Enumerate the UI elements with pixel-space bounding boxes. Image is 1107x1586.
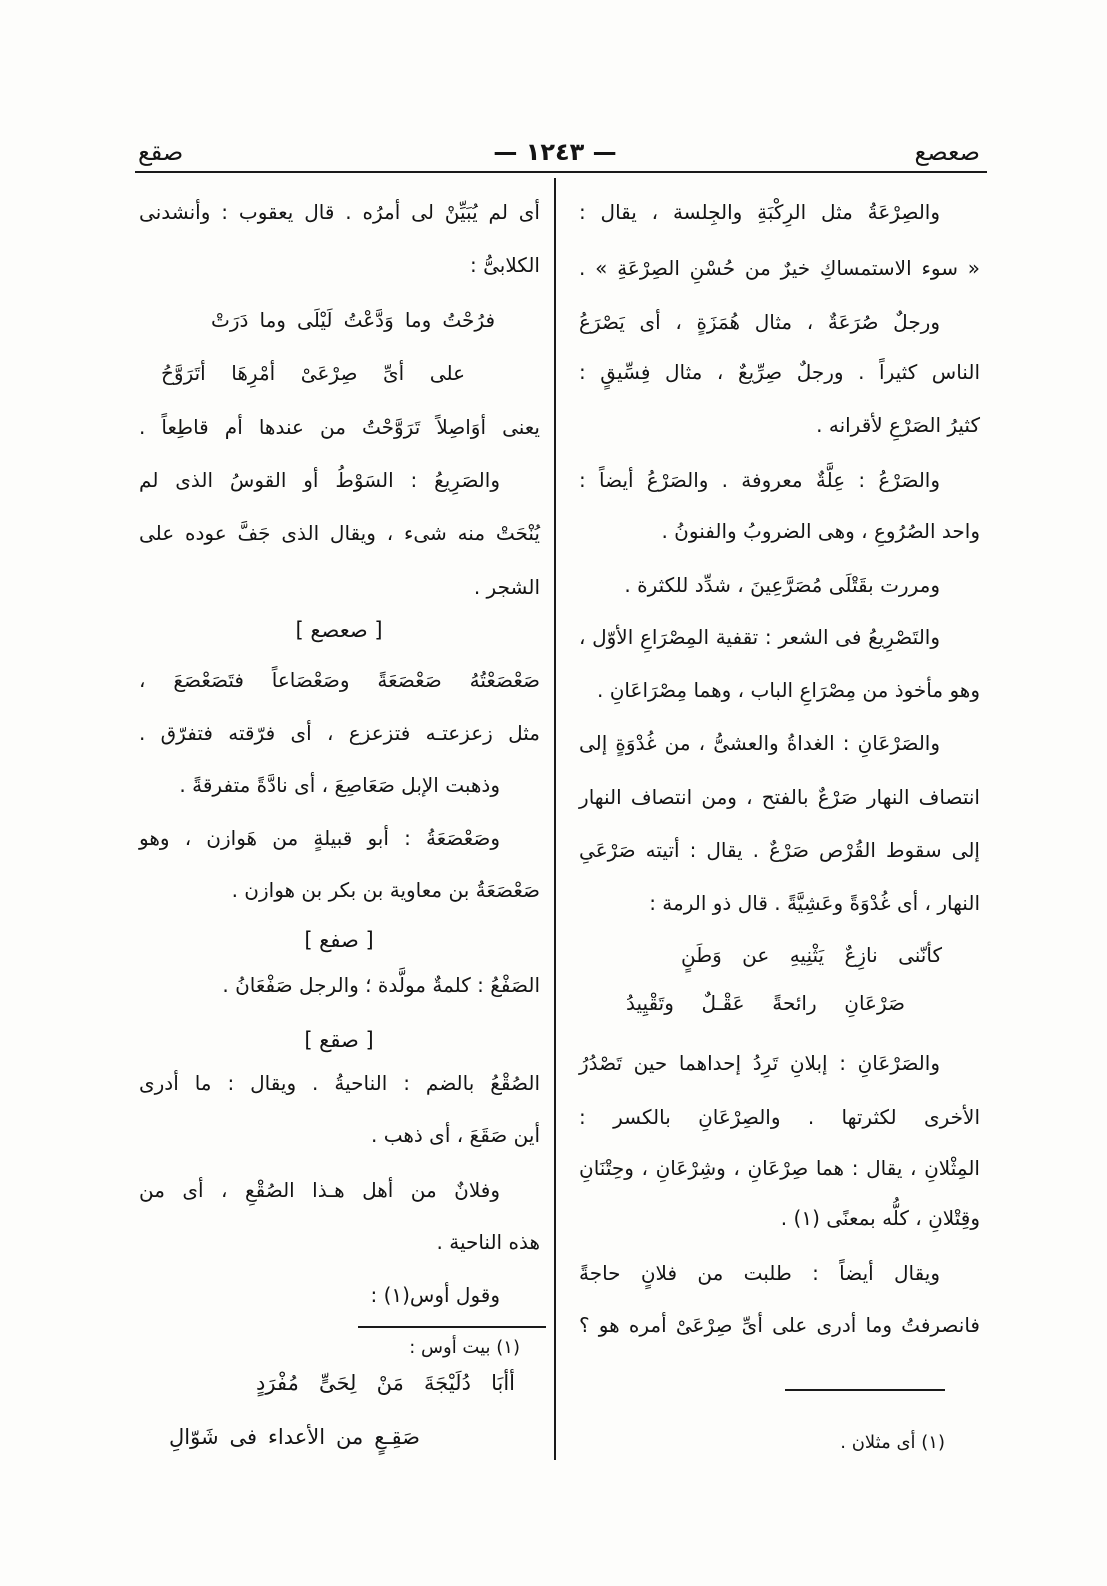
text-line: الصَفْعُ : كلمةٌ مولَّدة ؛ والرجل صَفْعَانُ . [222,973,540,997]
entry-heading: [ صفع ] [304,928,374,952]
text-line: والتَصْرِيعُ فى الشعر : تقفية المِصْرَاعِ الأوّل ، [579,625,940,649]
footnote-rule [785,1389,945,1391]
text-line: صَعْصَعْتُهُ صَعْصَعَةً وصَعْصَاعاً فتَصَعْصَعَ ، [139,668,540,692]
entry-heading: [ صعصع ] [295,618,383,642]
text-line: ورجلٌ صُرَعَةٌ ، مثال هُمَزَةٍ ، أى يَصْرَعُ [578,310,940,334]
text-line: أى لم يُبَيِّنْ لى أمرُه . قال يعقوب : وأنشدنى [139,200,540,224]
text-line: الأخرى لكثرتها . والصِرْعَانِ بالكسر : [579,1105,980,1129]
text-line: الناس كثيراً . ورجلٌ صِرِّيعٌ ، مثال فِسِّيقٍ : [578,360,980,384]
text-line: والصِرْعَةُ مثل الرِكْبَةِ والجِلسة ، يقال : [578,200,940,224]
text-line: وقِتْلانِ ، كلُّه بمعنًى (١) . [780,1206,980,1230]
text-line: الصُقْعُ بالضم : الناحيةُ . ويقال : ما أدرى [138,1071,540,1095]
text-line: وقول أوس(١) : [370,1283,500,1307]
footnote-text: (١) أى مثلان . [840,1432,945,1453]
text-line: ويقال أيضاً : طلبت من فلانٍ حاجةً [579,1261,940,1285]
footnote-verse: أأبَا دُلَيْجَةَ مَنْ لِحَىٍّ مُفْرَدٍ [256,1371,515,1395]
text-line: واحد الصُرُوعِ ، وهى الضروبُ والفنونُ . [661,519,980,543]
text-line: الشجر . [473,575,540,599]
text-line: إلى سقوط القُرْص صَرْعٌ . يقال : أتيته صَرْعَىِ [579,838,980,862]
text-line: أين صَقَعَ ، أى ذهب . [371,1123,540,1147]
text-line: صَعْصَعَةُ بن معاوية بن بكر بن هوازن . [231,878,540,902]
header-rule [135,171,987,173]
text-line: والصَرْعَانِ : الغداةُ والعشىُّ ، من غُدْوَةٍ إلى [579,731,940,755]
column-divider [554,178,556,1460]
text-line: المِثْلانِ ، يقال : هما صِرْعَانِ ، وشِرْعَانِ ، وحِتْنَانِ [579,1156,980,1180]
text-line: كثيرُ الصَرْعِ لأقرانه . [816,413,980,437]
verse-line: صَرْعَانِ رائحةً عَقْـلٌ وتَقْيِيدُ [626,991,905,1015]
text-line: مثل زعزعتـه فتزعزع ، أى فرّقته فتفرّق . [138,721,540,745]
guide-word-right: صعصع [914,138,980,166]
text-line: وفلانٌ من أهل هـذا الصُقْعِ ، أى من [139,1178,500,1202]
entry-heading: [ صقع ] [304,1028,374,1052]
text-line: والصَرْعُ : عِلَّةٌ معروفة . والصَرْعُ أيضاً : [579,468,940,492]
verse-line: على أىِّ صِرْعَىْ أمْرِهَا أتَرَوَّحُ [161,361,465,385]
text-line: وهو مأخوذ من مِصْرَاعِ الباب ، وهما مِصْرَاعَانِ . [597,678,980,702]
text-line: يعنى أوَاصِلاً تَرَوَّحْتُ من عندها أم قاطِعاً . [139,415,540,439]
text-line: هذه الناحية . [436,1230,540,1254]
text-line: انتصاف النهار صَرْعٌ بالفتح ، ومن انتصاف النهار [579,785,980,809]
text-line: والصَرِيعُ : السَوْطُ أو القوسُ الذى لم [139,468,500,492]
text-line: وذهبت الإبل صَعَاصِعَ ، أى نادَّةً متفرقةً . [179,773,500,797]
text-line: « سوء الاستمساكِ خيرٌ من حُسْنِ الصِرْعَةِ » . [578,256,980,280]
page-number: — ١٢٤٣ — [493,138,617,166]
text-line: النهار ، أى غُدْوَةً وعَشِيَّةً . قال ذو الرمة : [649,891,980,915]
verse-line: فرُحْتُ وما وَدَّعْتُ لَيْلَى وما دَرَتْ [210,308,495,332]
text-line: الكلابىُّ : [470,253,540,277]
footnote-rule [358,1326,546,1328]
verse-line: كأنّنى نازِعٌ يَثْنِيهِ عن وَطَنٍ [680,943,942,967]
footnote-text: (١) بيت أوس : [409,1337,520,1358]
footnote-verse: صَقِـعٍ من الأعداء فى شَوّالِ [169,1425,420,1449]
text-line: وصَعْصَعَةُ : أبو قبيلةٍ من هَوازن ، وهو [139,826,500,850]
guide-word-left: صقع [138,138,184,166]
text-line: فانصرفتُ وما أدرى على أىِّ صِرْعَىْ أمره هو ؟ [578,1313,980,1337]
text-line: والصَرْعَانِ : إبلانِ تَرِدُ إحداهما حين تَصْدُرُ [578,1051,940,1075]
text-line: ومررت بقَتْلَى مُصَرَّعِينَ ، شدِّد للكثرة . [624,573,940,597]
text-line: يُنْحَتْ منه شىء ، ويقال الذى جَفَّ عوده على [139,521,540,545]
